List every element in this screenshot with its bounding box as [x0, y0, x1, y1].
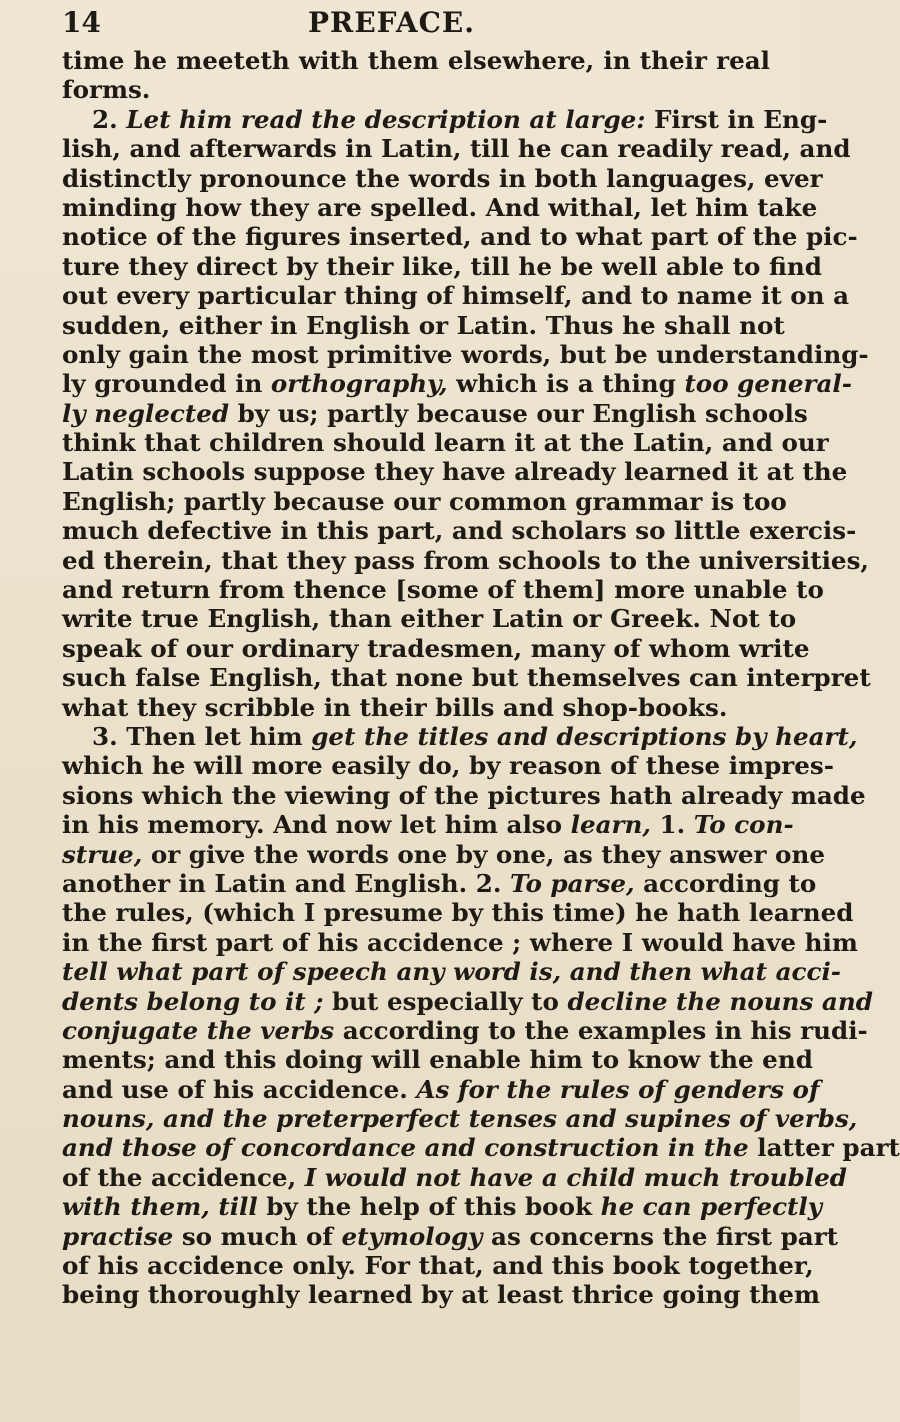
text-run: or give the words one by one, as they answer one	[142, 839, 825, 869]
italic-text: To parse,	[509, 868, 635, 898]
italic-text: get the titles and descriptions by heart,	[311, 721, 858, 751]
text-run: speak of our ordinary tradesmen, many of whom write	[62, 633, 810, 663]
italic-text: he can perfectly	[600, 1192, 823, 1222]
text-run: another in Latin and English. 2.	[62, 868, 510, 898]
text-line	[62, 868, 817, 898]
text-line	[62, 1133, 900, 1163]
text-line	[62, 222, 858, 252]
text-run: but especially to	[323, 986, 568, 1016]
text-line	[62, 575, 824, 605]
text-run: 3. Then let him	[92, 721, 312, 751]
text-line	[62, 663, 871, 693]
text-run: minding how they are spelled. And withal, let him take	[62, 192, 818, 222]
text-line	[62, 134, 851, 164]
text-run: being thoroughly learned by at least thrice going them	[62, 1280, 820, 1310]
italic-text: I would not have a child much troubled	[304, 1162, 847, 1192]
text-line	[62, 104, 828, 134]
text-line	[62, 281, 850, 311]
page-number: 14	[62, 6, 101, 39]
italic-text: dents belong to it ;	[62, 986, 324, 1016]
text-run: as concerns the first part	[482, 1221, 839, 1251]
text-run: of his accidence only. For that, and this book together,	[62, 1251, 814, 1281]
italic-text: practise	[62, 1221, 174, 1251]
text-run: which is a thing	[447, 369, 685, 399]
text-run: ments; and this doing will enable him to know the end	[62, 1045, 813, 1075]
text-line	[62, 192, 818, 222]
text-line	[62, 898, 854, 928]
text-run: 2.	[92, 104, 127, 134]
italic-text: As for the rules of genders of	[416, 1074, 820, 1104]
italic-text: orthography,	[270, 369, 448, 399]
text-line	[62, 604, 797, 634]
text-line	[62, 1251, 814, 1281]
text-line	[62, 486, 787, 516]
text-line	[62, 957, 842, 987]
italic-text: with them, till	[62, 1192, 258, 1222]
text-line	[62, 633, 810, 663]
text-run: Latin schools suppose they have already learned it at the	[62, 457, 848, 487]
text-line	[62, 251, 822, 281]
text-run: by the help of this book	[257, 1192, 601, 1222]
text-line	[62, 780, 866, 810]
text-run: by us; partly because our English schools	[229, 398, 808, 428]
text-run: and return from thence [some of them] more unable to	[62, 575, 824, 605]
text-line	[62, 1162, 847, 1192]
text-line	[62, 46, 770, 75]
text-run: time he meeteth with them elsewhere, in their real	[62, 46, 770, 75]
text-run: of the accidence,	[62, 1162, 305, 1192]
text-run: latter part	[748, 1133, 900, 1163]
text-line	[62, 751, 834, 781]
text-run: First in Eng-	[645, 104, 828, 134]
text-run: in his memory. And now let him also	[62, 810, 571, 840]
preface-text	[62, 46, 900, 1310]
text-run: think that children should learn it at the Latin, and our	[62, 428, 829, 458]
text-line	[62, 721, 858, 751]
text-run: which he will more easily do, by reason of these impres-	[62, 751, 834, 781]
italic-text: tell what part of speech any word is, and then what acci-	[62, 957, 842, 987]
italic-text: Let him read the description at large:	[126, 104, 646, 134]
text-line	[62, 516, 857, 546]
text-line	[62, 310, 785, 340]
text-run: only gain the most primitive words, but be understanding-	[62, 339, 869, 369]
text-run: lish, and afterwards in Latin, till he can readily read, and	[62, 134, 851, 164]
italic-text: and those of concordance and construction in the	[62, 1133, 749, 1163]
page-header	[62, 6, 762, 46]
text-run: write true English, than either Latin or Greek. Not to	[62, 604, 797, 634]
text-run: and use of his accidence.	[62, 1074, 417, 1104]
text-run: so much of	[173, 1221, 342, 1251]
text-line	[62, 163, 823, 193]
text-line	[62, 75, 770, 104]
text-line	[62, 398, 808, 428]
text-line	[62, 428, 829, 458]
text-run: sions which the viewing of the pictures hath already made	[62, 780, 866, 810]
italic-text: To con-	[693, 810, 794, 840]
text-line	[62, 1280, 820, 1310]
text-line	[62, 839, 825, 869]
text-run: English; partly because our common grammar is too	[62, 486, 787, 516]
text-run: 1.	[650, 810, 694, 840]
italic-text: too general-	[684, 369, 852, 399]
text-line	[62, 1221, 839, 1251]
text-run: in the first part of his accidence ; where I would have him	[62, 927, 858, 957]
italic-text: decline the nouns and	[567, 986, 873, 1016]
text-run: ed therein, that they pass from schools to the universities,	[62, 545, 869, 575]
text-run: the rules, (which I presume by this time) he hath learned	[62, 898, 854, 928]
text-run: such false English, that none but themselves can interpret	[62, 663, 871, 693]
text-line	[62, 810, 794, 840]
text-run: according to	[634, 868, 817, 898]
text-run: distinctly pronounce the words in both languages, ever	[62, 163, 823, 193]
running-head: PREFACE.	[308, 6, 476, 39]
text-run: ture they direct by their like, till he be well able to find	[62, 251, 822, 281]
text-line	[62, 1045, 813, 1075]
italic-text: nouns, and the preterperfect tenses and supines of verbs,	[62, 1104, 858, 1134]
text-line	[62, 693, 770, 722]
italic-text: learn,	[570, 810, 651, 840]
text-run: sudden, either in English or Latin. Thus he shall not	[62, 310, 785, 340]
text-line	[62, 1074, 820, 1104]
text-run: what they scribble in their bills and shop-books.	[62, 692, 728, 722]
italic-text: etymology	[341, 1221, 483, 1251]
text-line	[62, 339, 869, 369]
text-line	[62, 927, 858, 957]
text-line	[62, 1015, 868, 1045]
text-run: notice of the figures inserted, and to what part of the pic-	[62, 222, 858, 252]
text-run: much defective in this part, and scholars so little exercis-	[62, 516, 857, 546]
text-line	[62, 545, 869, 575]
text-line	[62, 1104, 858, 1134]
text-run: ly grounded in	[62, 369, 271, 399]
text-line	[62, 457, 848, 487]
text-line	[62, 1192, 823, 1222]
italic-text: conjugate the verbs	[62, 1015, 335, 1045]
text-run: out every particular thing of himself, and to name it on a	[62, 281, 850, 311]
text-line	[62, 369, 852, 399]
text-run: according to the examples in his rudi-	[334, 1015, 868, 1045]
italic-text: ly neglected	[62, 398, 230, 428]
text-line	[62, 986, 873, 1016]
italic-text: strue,	[62, 839, 143, 869]
text-run: forms.	[62, 75, 151, 105]
